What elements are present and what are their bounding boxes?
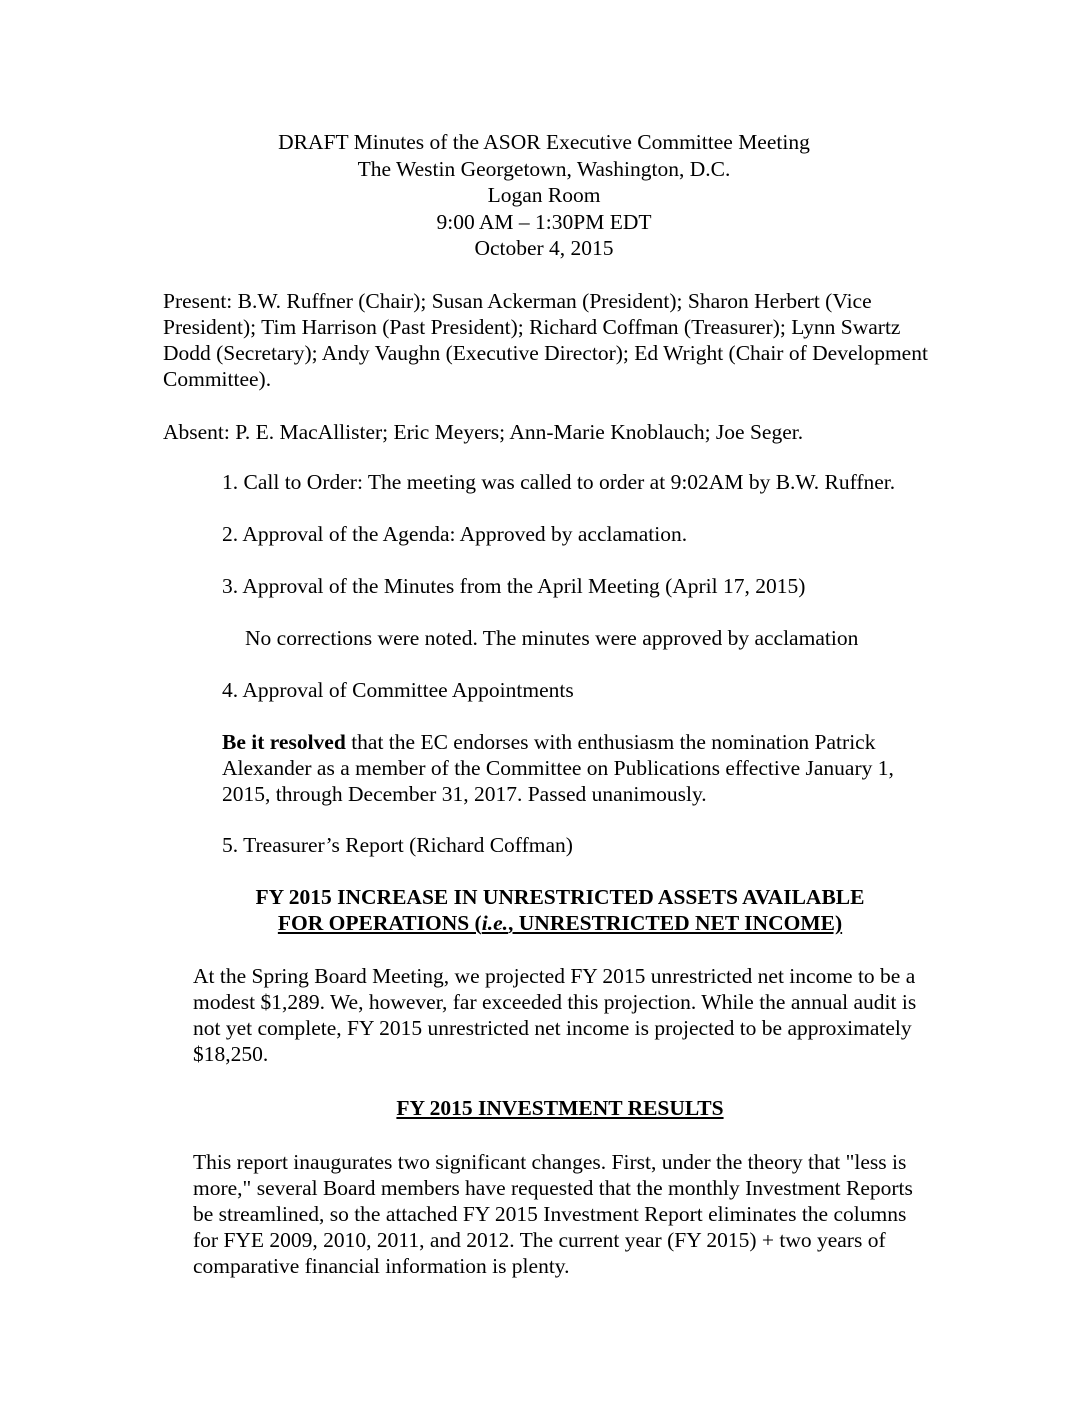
agenda-item-approval-of-agenda: 2. Approval of the Agenda: Approved by acclamation. [222, 522, 688, 546]
header-room: Logan Room [487, 183, 601, 207]
investment-results-paragraph: This report inaugurates two significant changes. First, under the theory that "less is more," several Board members have requested that the monthly Investment Reports be streamlined, so the attached FY 2015 Investment Report eliminates the columns for FYE 2009, 2010, 2011, and 2012. The current year (FY 2015) + two years of comparative financial information is plenty. [193, 1150, 913, 1278]
resolution-lead: Be it resolved [222, 730, 346, 754]
header-title: DRAFT Minutes of the ASOR Executive Committee Meeting [278, 130, 810, 154]
agenda-item-call-to-order: 1. Call to Order: The meeting was called to order at 9:02AM by B.W. Ruffner. [222, 470, 896, 494]
agenda-item-committee-appointments: 4. Approval of Committee Appointments [222, 678, 574, 702]
header-date: October 4, 2015 [474, 236, 614, 260]
agenda-item-approval-of-minutes: 3. Approval of the Minutes from the April Meeting (April 17, 2015) [222, 574, 806, 598]
header-venue: The Westin Georgetown, Washington, D.C. [357, 156, 731, 181]
section-heading-line-2 [0, 910, 1088, 936]
heading-line-2-italic: i.e. [481, 911, 509, 935]
minutes-approval-note: No corrections were noted. The minutes were approved by acclamation [245, 626, 859, 650]
header-time: 9:00 AM – 1:30PM EDT [436, 209, 652, 234]
section-heading-line-1: FY 2015 INCREASE IN UNRESTRICTED ASSETS AVAILABLE [255, 885, 865, 909]
attendees-absent: Absent: P. E. MacAllister; Eric Meyers; Ann-Marie Knoblauch; Joe Seger. [163, 420, 804, 444]
heading-line-2-suffix: , UNRESTRICTED NET INCOME) [508, 911, 843, 935]
section-heading-investment-results [0, 1095, 1088, 1121]
resolution-paragraph [222, 729, 942, 807]
attendees-present: Present: B.W. Ruffner (Chair); Susan Ackerman (President); Sharon Herbert (Vice President); Tim Harrison (Past President); Richard Coffman (Treasurer); Lynn Swartz Dodd (Secretary); Andy Vaughn (Executive Director); Ed Wright (Chair of Development Committee). [163, 289, 928, 391]
investment-results-title: FY 2015 INVESTMENT RESULTS [396, 1096, 724, 1120]
section-heading-unrestricted-assets [0, 884, 1088, 936]
meeting-header [0, 129, 1088, 262]
heading-line-2-prefix: FOR OPERATIONS ( [277, 911, 482, 935]
unrestricted-income-paragraph: At the Spring Board Meeting, we projected FY 2015 unrestricted net income to be a modest $1,289. We, however, far exceeded this projection. While the annual audit is not yet complete, FY 2015 unrestricted net income is projected to be approximately $18,250. [193, 964, 917, 1066]
resolution-text: that the EC endorses with enthusiasm the nomination Patrick Alexander as a member of the Committee on Publications effective January 1, 2015, through December 31, 2017. Passed unanimously. [222, 730, 894, 806]
agenda-item-treasurers-report: 5. Treasurer’s Report (Richard Coffman) [222, 833, 573, 857]
